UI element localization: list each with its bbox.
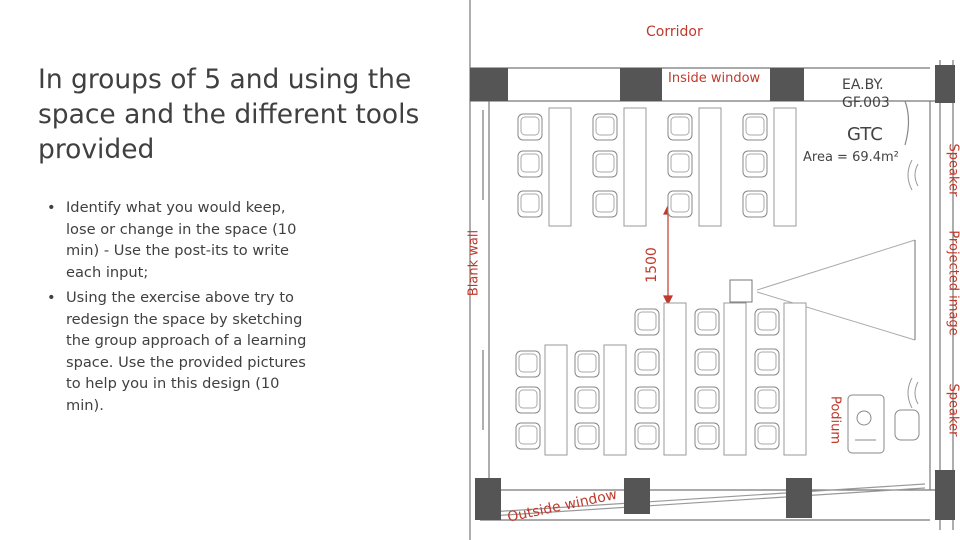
chair-cushion	[746, 154, 764, 172]
speaker-bottom-label: Speaker	[945, 383, 960, 437]
outside-window-label: Outside window	[506, 486, 619, 526]
chair-icon	[575, 351, 599, 377]
chair-icon	[518, 114, 542, 140]
chair-icon	[575, 423, 599, 449]
desk	[604, 345, 626, 455]
chair-icon	[695, 309, 719, 335]
podium-label: Podium	[827, 395, 843, 445]
chair-cushion	[698, 312, 716, 330]
chair-icon	[593, 114, 617, 140]
instruction-item-1	[45, 197, 317, 283]
desk-rows	[516, 108, 806, 455]
projector	[730, 280, 752, 302]
chair-cushion	[638, 390, 656, 408]
desk	[699, 108, 721, 226]
chair-cushion	[671, 194, 689, 212]
chair-icon	[668, 151, 692, 177]
podium-desk	[848, 395, 919, 453]
chair-cushion	[698, 352, 716, 370]
chair-cushion	[521, 154, 539, 172]
chair-cushion	[578, 390, 596, 408]
desk	[545, 345, 567, 455]
chair-icon	[516, 351, 540, 377]
projected-image-label: Projected image	[945, 230, 960, 336]
desk	[724, 303, 746, 455]
instruction-list	[45, 197, 317, 420]
chair-icon	[635, 387, 659, 413]
chair-cushion	[638, 312, 656, 330]
chair-icon	[755, 387, 779, 413]
chair-cushion	[519, 354, 537, 372]
chair-icon	[635, 349, 659, 375]
instruction-item-2	[45, 287, 317, 416]
chair-icon	[755, 349, 779, 375]
room-code-line2: GF.003	[842, 95, 890, 111]
room-area: Area = 69.4m²	[803, 150, 899, 165]
speaker-top-icon	[908, 160, 918, 190]
speaker-top-label: Speaker	[945, 143, 960, 197]
chair-cushion	[578, 354, 596, 372]
chair-icon	[743, 114, 767, 140]
chair-icon	[635, 309, 659, 335]
instruction-text-1: Identify what you would keep, lose or change in the space (10 min) - Use the post-its to write each input;	[66, 199, 297, 281]
chair-icon	[695, 349, 719, 375]
chair-icon	[755, 309, 779, 335]
chair-cushion	[638, 426, 656, 444]
chair-icon	[518, 191, 542, 217]
chair-cushion	[671, 154, 689, 172]
floor-plan	[466, 0, 960, 540]
speaker-bottom-icon	[908, 378, 918, 408]
chair-icon	[593, 191, 617, 217]
chair-cushion	[671, 117, 689, 135]
inside-window-label: Inside window	[668, 71, 761, 86]
desk	[774, 108, 796, 226]
chair-cushion	[578, 426, 596, 444]
chair-icon	[516, 423, 540, 449]
bullet-marker: •	[47, 199, 56, 216]
chair-cushion	[746, 194, 764, 212]
dimension-label: 1500	[644, 247, 660, 283]
projection-line-lower	[757, 292, 915, 340]
chair-cushion	[746, 117, 764, 135]
chair-cushion	[521, 194, 539, 212]
chair-cushion	[638, 352, 656, 370]
chair-cushion	[519, 390, 537, 408]
chair-cushion	[596, 154, 614, 172]
chair-cushion	[758, 390, 776, 408]
chair-cushion	[758, 426, 776, 444]
chair-cushion	[758, 312, 776, 330]
desk	[784, 303, 806, 455]
desk	[624, 108, 646, 226]
chair-icon	[668, 114, 692, 140]
room-code-line1: EA.BY.	[842, 77, 884, 93]
chair-icon	[668, 191, 692, 217]
instruction-text-2: Using the exercise above try to redesign the space by sketching the group approach of a learning space. Use the provided pictures to help you in this design (10 min).	[66, 289, 307, 414]
chair-icon	[743, 151, 767, 177]
bullet-marker: •	[47, 289, 56, 306]
desk	[549, 108, 571, 226]
chair-icon	[516, 387, 540, 413]
corridor-label: Corridor	[646, 24, 703, 40]
dimension-line	[664, 206, 672, 304]
chair-cushion	[596, 194, 614, 212]
chair-cushion	[596, 117, 614, 135]
chair-cushion	[758, 352, 776, 370]
slide-title: In groups of 5 and using the space and the different tools provided	[38, 64, 420, 165]
chair-icon	[743, 191, 767, 217]
chair-cushion	[519, 426, 537, 444]
chair-icon	[695, 387, 719, 413]
chair-cushion	[698, 390, 716, 408]
room-name: GTC	[847, 124, 883, 145]
blank-wall-label: Blank wall	[466, 229, 482, 297]
chair-icon	[593, 151, 617, 177]
chair-icon	[695, 423, 719, 449]
chair-icon	[518, 151, 542, 177]
chair-icon	[575, 387, 599, 413]
chair-icon	[635, 423, 659, 449]
chair-cushion	[521, 117, 539, 135]
chair-icon	[755, 423, 779, 449]
desk	[664, 303, 686, 455]
chair-cushion	[698, 426, 716, 444]
projection-line-upper	[757, 240, 915, 290]
